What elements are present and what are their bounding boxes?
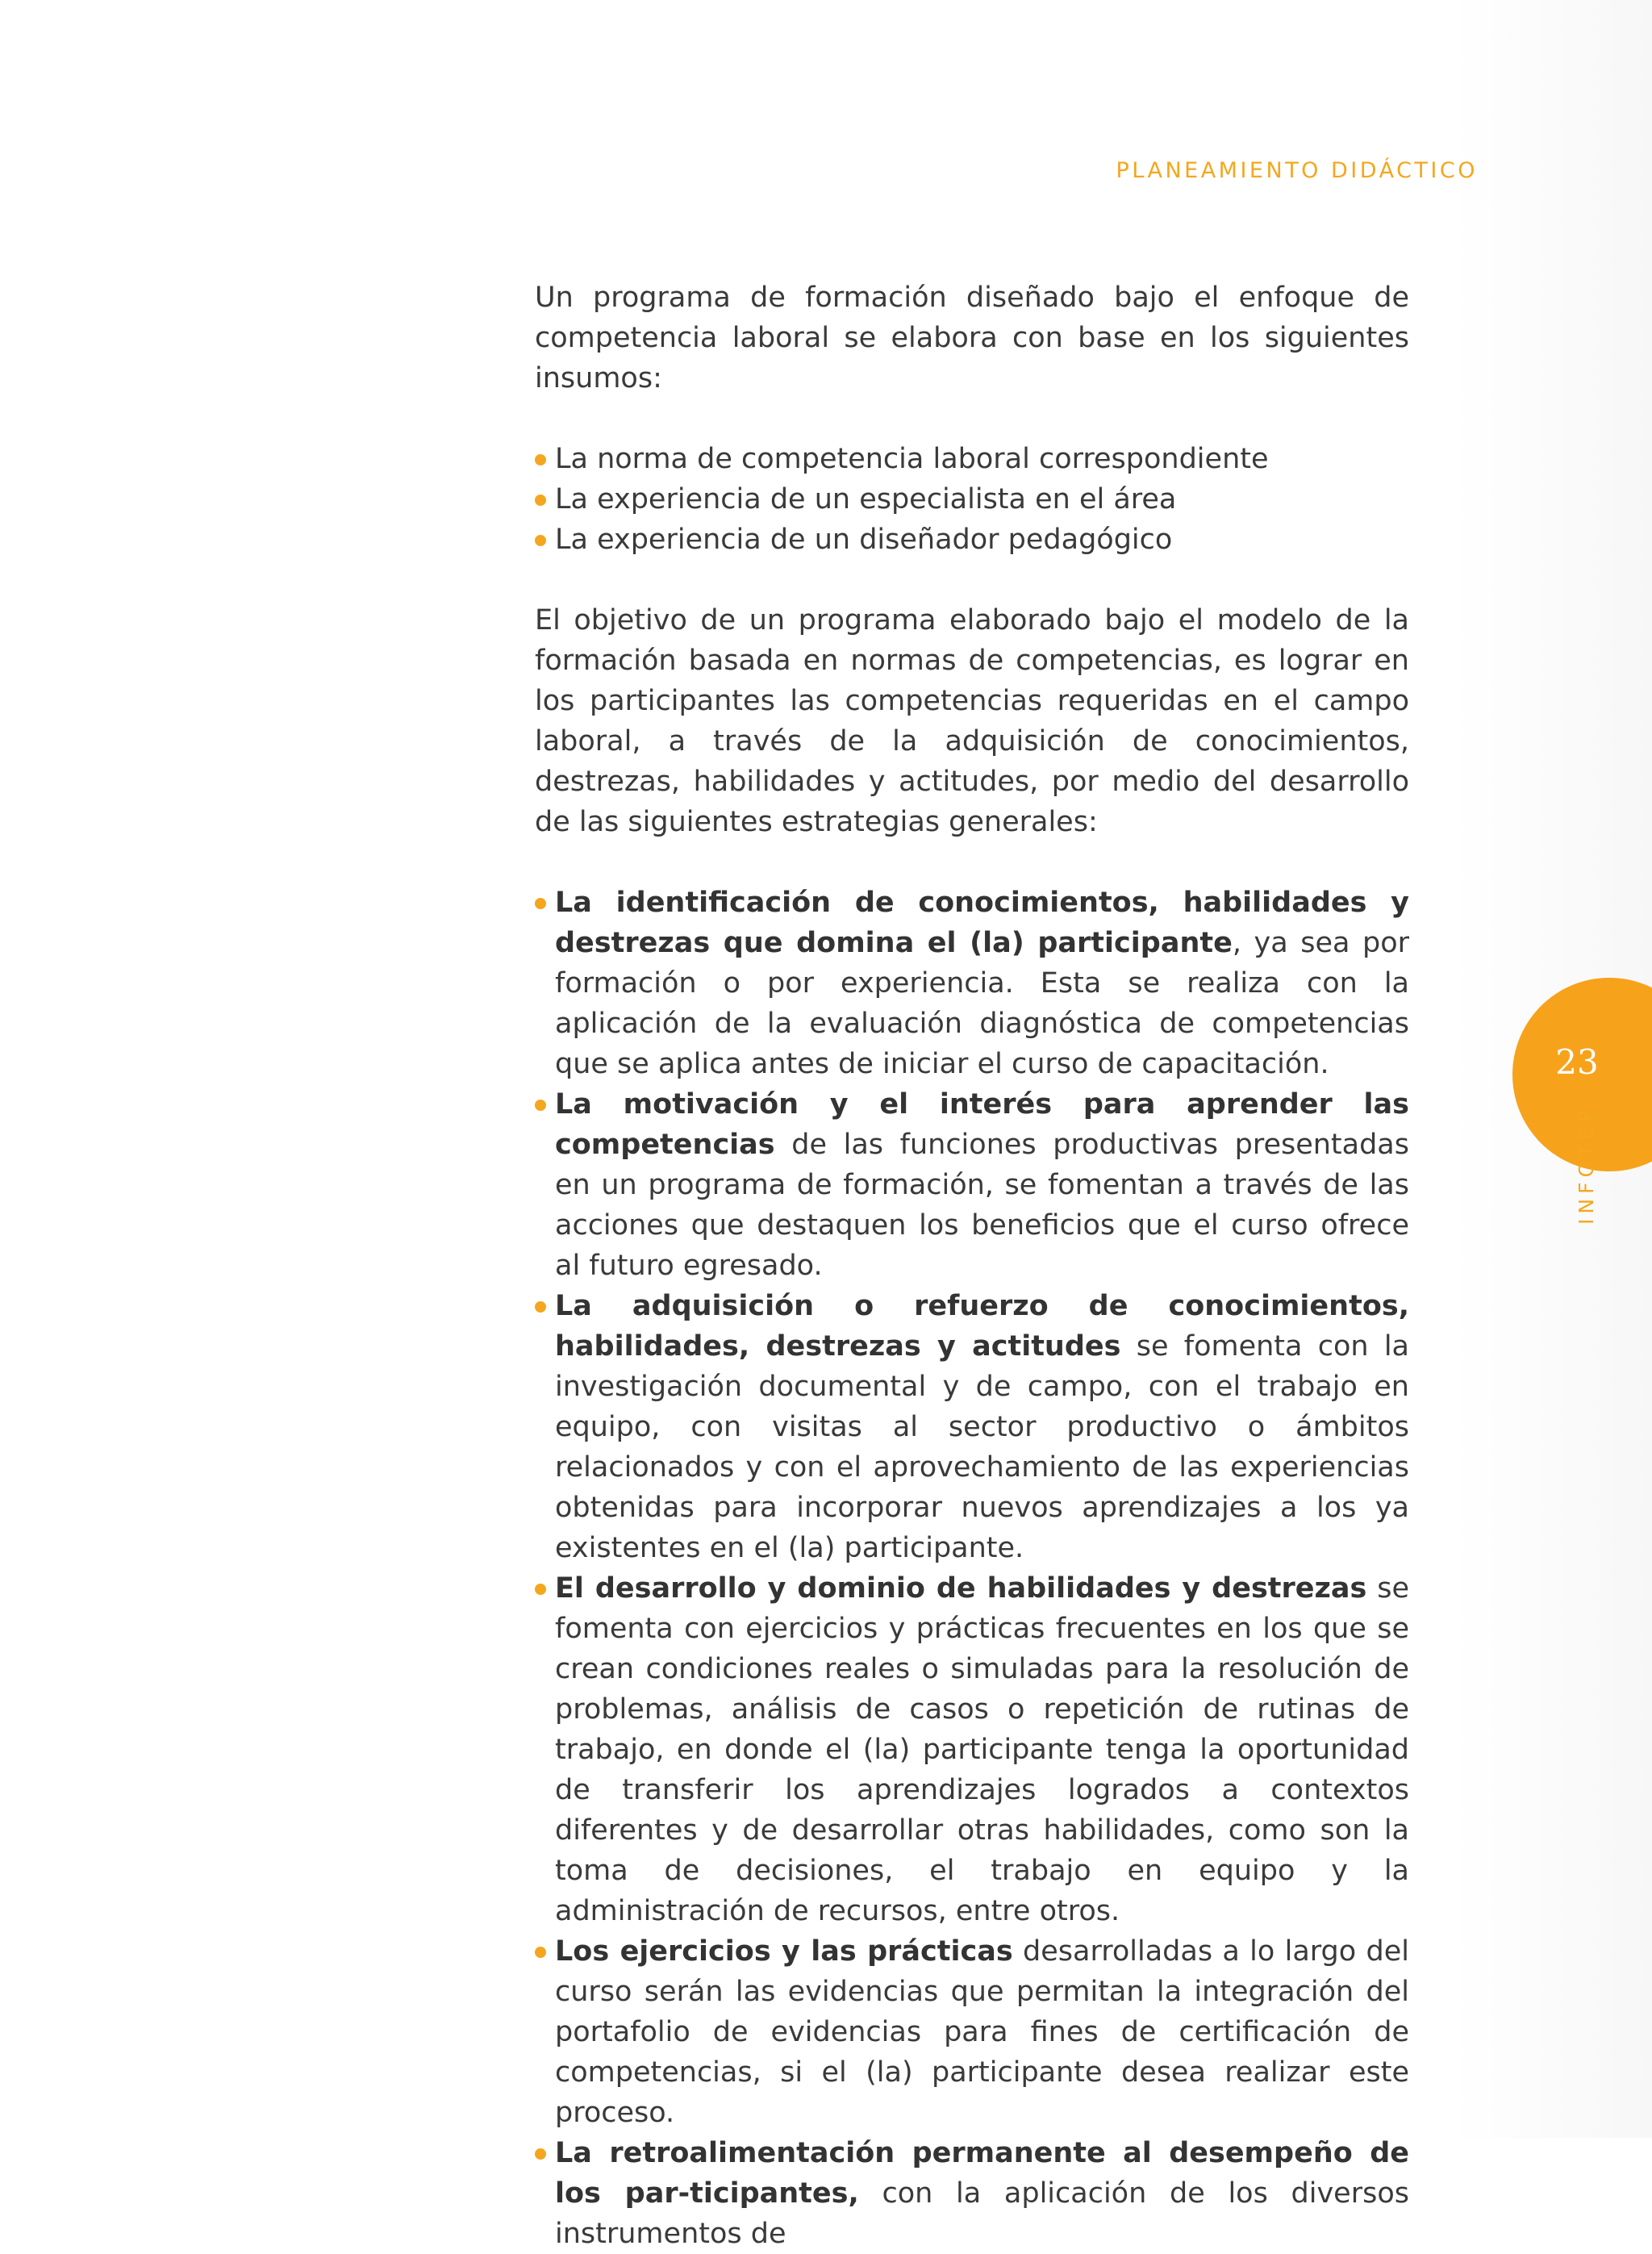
strategy-heading: La motivación y el interés para aprender las competencias <box>555 1088 1409 1161</box>
bullet-icon <box>535 454 546 465</box>
bullet-icon <box>535 1947 546 1958</box>
list-item <box>535 1286 1409 1568</box>
running-header: PLANEAMIENTO DIDÁCTICO <box>1116 158 1478 183</box>
list-item: La experiencia de un diseñador pedagógico <box>535 520 1409 560</box>
bullet-icon <box>535 1584 546 1595</box>
strategy-text: con la aplicación de los diversos instrumentos de <box>555 2177 1409 2250</box>
page-number: 23 <box>1555 1042 1599 1082</box>
strategy-text: se fomenta con ejercicios y prácticas frecuentes en los que se crean condiciones reales o simuladas para la resolución de problemas, análisis de casos o repetición de rutinas de trabajo, en donde el (la) participante tenga la oportunidad de transferir los aprendizajes logrados a contextos diferentes y de desarrollar otras habilidades, como son la toma de decisiones, el trabajo en equipo y la administración de recursos, entre otros. <box>555 1572 1409 1927</box>
bullet-icon <box>535 2148 546 2160</box>
strategies-list <box>535 883 1409 2254</box>
bullet-icon <box>535 535 546 546</box>
list-item: La norma de competencia laboral correspondiente <box>535 439 1409 479</box>
strategy-text: de las funciones productivas presentadas en un programa de formación, se fomentan a través de las acciones que destaquen los beneficios que el curso ofrece al futuro egresado. <box>555 1129 1409 1282</box>
bullet-icon <box>535 495 546 506</box>
list-item <box>535 1568 1409 1931</box>
side-label: INFOTEP <box>1575 1104 1598 1225</box>
bullet-icon <box>535 1100 546 1111</box>
page-body <box>535 278 1409 2254</box>
strategy-heading: El desarrollo y dominio de habilidades y destrezas <box>555 1572 1367 1605</box>
bullet-icon <box>535 1301 546 1313</box>
bullet-icon <box>535 898 546 909</box>
list-item: La experiencia de un especialista en el área <box>535 479 1409 520</box>
strategy-heading: La adquisición o refuerzo de conocimientos, habilidades, destrezas y actitudes <box>555 1290 1409 1363</box>
list-item <box>535 1931 1409 2133</box>
strategy-text: desarrolladas a lo largo del curso serán las evidencias que permitan la integración del portafolio de evidencias para fines de certificación de competencias, si el (la) participante desea realizar este proceso. <box>555 1935 1409 2129</box>
strategy-text: se fomenta con la investigación documental y de campo, con el trabajo en equipo, con visitas al sector productivo o ámbitos relacionados y con el aprovechamiento de las experiencias obtenidas para incorporar nuevos aprendizajes a los ya existentes en el (la) participante. <box>555 1330 1409 1564</box>
list-item <box>535 883 1409 1084</box>
list-item <box>535 2133 1409 2254</box>
strategy-heading: Los ejercicios y las prácticas <box>555 1935 1013 1968</box>
objective-paragraph: El objetivo de un programa elaborado bajo el modelo de la formación basada en normas de competencias, es lograr en los participantes las competencias requeridas en el campo laboral, a través de la adquisición de conocimientos, destrezas, habilidades y actitudes, por medio del desarrollo de las siguientes estrategias generales: <box>535 604 1409 838</box>
inputs-list <box>535 439 1409 560</box>
strategy-text: , ya sea por formación o por experiencia. Esta se realiza con la aplicación de la evaluación diagnóstica de competencias que se aplica antes de iniciar el curso de capacitación. <box>555 927 1409 1080</box>
list-item <box>535 1084 1409 1286</box>
strategy-heading: La retroalimentación permanente al desempeño de los par-ticipantes, <box>555 2137 1409 2210</box>
strategy-heading: La identificación de conocimientos, habilidades y destrezas que domina el (la) participante <box>555 887 1409 959</box>
intro-paragraph: Un programa de formación diseñado bajo el enfoque de competencia laboral se elabora con base en los siguientes insumos: <box>535 282 1409 394</box>
